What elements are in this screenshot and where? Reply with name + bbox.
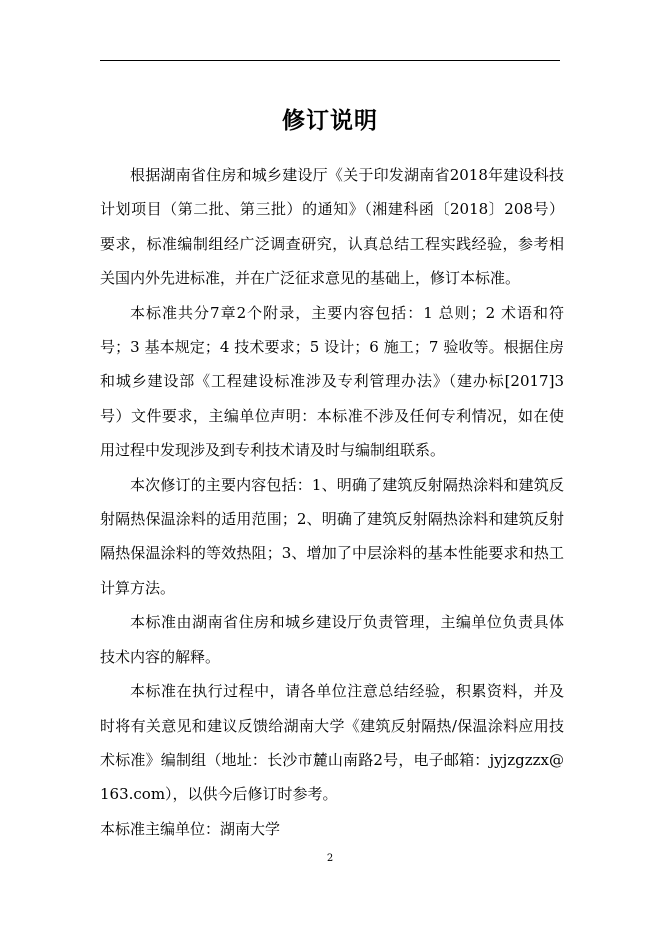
paragraph-feedback: 本标准在执行过程中，请各单位注意总结经验，积累资料，并及时将有关意见和建议反馈给湖南大学《建筑反射隔热/保温涂料应用技术标准》编制组（地址：长沙市麓山南路2号，电子邮箱：jyjzgzzx@163.com），以供今后修订时参考。 [100, 682, 564, 804]
header-rule [100, 60, 560, 61]
paragraph-background: 根据湖南省住房和城乡建设厅《关于印发湖南省2018年建设科技计划项目（第二批、第三批）的通知》（湘建科函〔2018〕208号）要求，标准编制组经广泛调查研究，认真总结工程实践经验，参考相关国内外先进标准，并在广泛征求意见的基础上，修订本标准。 [100, 166, 564, 288]
paragraph-management: 本标准由湖南省住房和城乡建设厅负责管理，主编单位负责具体技术内容的解释。 [100, 613, 564, 666]
page-title: 修订说明 [282, 108, 378, 134]
body-text [100, 158, 564, 846]
page-number: 2 [326, 853, 334, 864]
chief-editor-line: 本标准主编单位：湖南大学 [100, 819, 281, 838]
paragraph-contents: 本标准共分7章2个附录，主要内容包括：1 总则；2 术语和符号；3 基本规定；4 技术要求；5 设计；6 施工；7 验收等。根据住房和城乡建设部《工程建设标准涉及专利管理办法》（建办标[2017]3号）文件要求，主编单位声明：本标准不涉及任何专利情况，如在使用过程中发现涉及到专利技术请及时与编制组联系。 [100, 303, 564, 460]
paragraph-revision-items: 本次修订的主要内容包括：1、明确了建筑反射隔热涂料和建筑反射隔热保温涂料的适用范围；2、明确了建筑反射隔热涂料和建筑反射隔热保温涂料的等效热阻；3、增加了中层涂料的基本性能要求和热工计算方法。 [100, 475, 564, 597]
